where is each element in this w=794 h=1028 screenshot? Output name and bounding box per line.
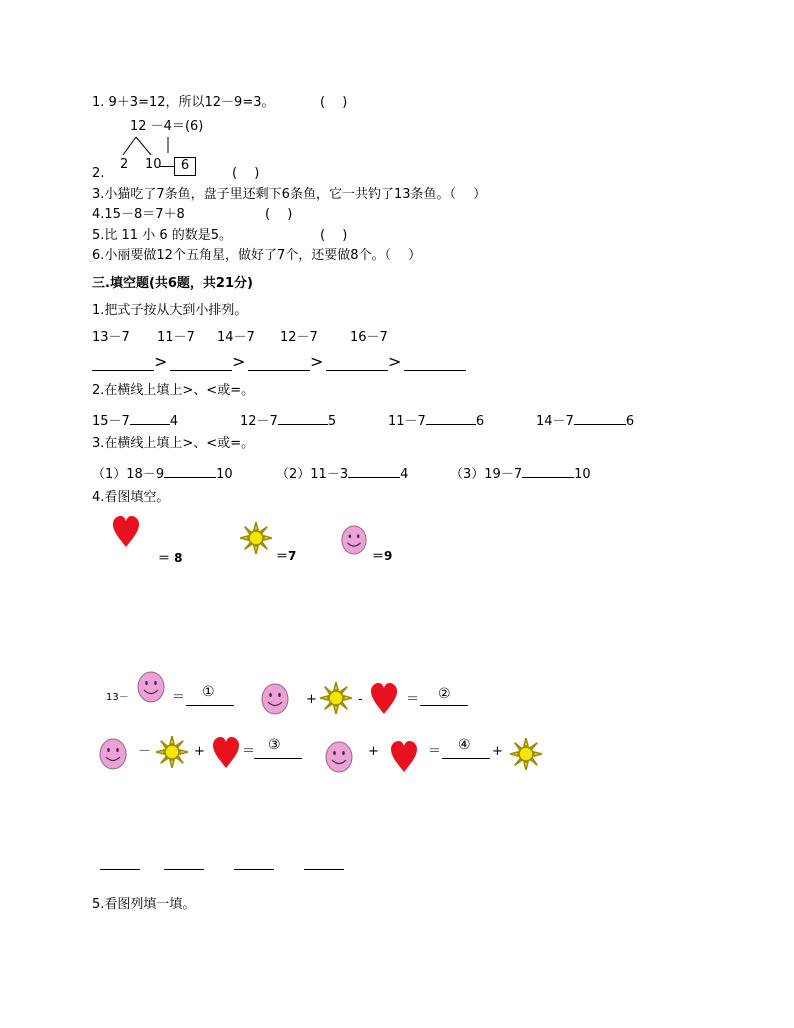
row1-minus: - [358,692,363,707]
row2-plus3: + [492,744,503,759]
q1-expr: 13－7 [92,330,130,345]
heart-icon [390,740,418,774]
answer-line[interactable] [304,869,344,870]
smile-icon [340,524,368,556]
q2-item: 11－7 6 [388,410,484,430]
answer-line[interactable] [234,869,274,870]
sun-icon [156,736,188,768]
row2-plus1: + [194,744,205,759]
row2-eq2: ＝ [428,744,442,759]
heart-value: ＝ 8 [158,551,183,565]
diagram-box: 6 [174,157,196,176]
row2-eq1: ＝ [242,744,256,759]
judge-q2: 2. [92,166,105,181]
diagram-top: 12 －4＝(6) [130,119,204,134]
sun-icon [320,682,352,714]
q1-expr: 11－7 [157,330,195,345]
answer-line[interactable] [164,869,204,870]
smile-value: ＝9 [372,549,393,563]
q2-item: 15－7 4 [92,410,178,430]
heart-icon [112,515,140,549]
heart-icon [212,736,240,770]
q1-blank[interactable] [404,370,466,371]
smile-icon [324,740,354,774]
q4-title: 4.看图填空。 [92,490,170,505]
q1-expr: 12－7 [280,330,318,345]
circle-3-label: ③ [268,737,281,753]
q3-item: （3）19－7 10 [450,463,591,483]
q2-title: 2.在横线上填上>、<或=。 [92,383,255,398]
judge-q4-paren[interactable]: ( ) [265,207,293,222]
q3-item: （1）18－9 10 [92,463,233,483]
row1-eq1: ＝ [172,690,186,705]
q2-item: 12－7 5 [240,410,336,430]
q1-blank[interactable] [248,370,310,371]
q2-item: 14－7 6 [536,410,634,430]
q3-item: （2）11－3 4 [276,463,408,483]
answer-blank-3[interactable] [254,758,302,759]
row2-minus: － [138,744,152,759]
judge-q6: 6.小丽要做12个五角星，做好了7个，还要做8个。（ ） [92,248,422,263]
q1-blank[interactable] [170,370,232,371]
circle-1-label: ① [202,684,215,700]
q1-gt: > [388,352,402,371]
q1-gt: > [154,352,168,371]
judge-q1-paren[interactable]: ( ) [320,95,348,110]
diagram-mid: 10 [145,157,162,172]
smile-icon [136,670,166,704]
q1-blank[interactable] [92,370,154,371]
q5-title: 5.看图列填一填。 [92,897,196,912]
sun-icon [240,522,272,554]
judge-q2-paren[interactable]: ( ) [232,166,260,181]
heart-icon [370,682,398,716]
judge-q5-paren[interactable]: ( ) [320,228,348,243]
row1-plus: + [306,692,317,707]
answer-line[interactable] [100,869,140,870]
row2-plus2: + [368,744,379,759]
sun-icon [510,738,542,770]
q1-expr: 14－7 [217,330,255,345]
answer-blank-1[interactable] [186,705,234,706]
judge-q1: 1. 9＋3=12，所以12－9=3。 [92,95,275,110]
q1-blank[interactable] [326,370,388,371]
judge-q4: 4.15－8＝7＋8 [92,207,185,222]
section-title: 三.填空题(共6题，共21分) [92,276,253,291]
sun-value: ＝7 [276,549,297,563]
q3-title: 3.在横线上填上>、<或=。 [92,436,255,451]
q1-title: 1.把式子按从大到小排列。 [92,303,248,318]
answer-blank-2[interactable] [420,705,468,706]
q1-gt: > [232,352,246,371]
smile-icon [98,737,128,771]
smile-icon [260,682,290,716]
row1-eq2: ＝ [406,692,420,707]
circle-4-label: ④ [458,737,471,753]
decomposition-lines [118,135,188,157]
answer-blank-4[interactable] [442,758,490,759]
judge-q5: 5.比 11 小 6 的数是5。 [92,228,233,243]
q1-expr: 16－7 [350,330,388,345]
q1-gt: > [310,352,324,371]
row1-prefix: 13－ [106,692,129,703]
diagram-left: 2 [120,157,129,172]
circle-2-label: ② [438,686,451,702]
judge-q3: 3.小猫吃了7条鱼，盘子里还剩下6条鱼，它一共钓了13条鱼。（ ） [92,187,487,202]
